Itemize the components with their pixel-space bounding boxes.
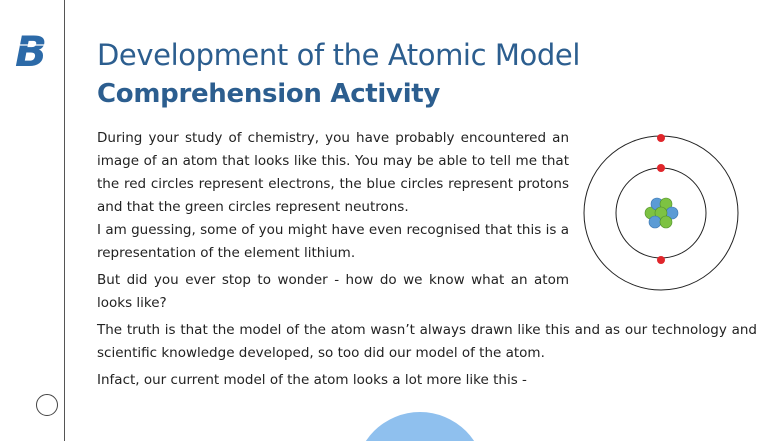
neutron	[660, 216, 672, 228]
side-divider	[64, 0, 65, 441]
paragraph-question: But did you ever stop to wonder - how do we know what an atom looks like?	[97, 272, 569, 311]
paragraph-intro: During your study of chemistry, you have probably encountered an image of an atom that looks like this. You may be able to tell me that the red circles represent electrons, the blue circles represent protons and that the green circles represent neutrons.	[97, 130, 569, 215]
partial-atom-image	[355, 412, 485, 441]
electron-inner-top	[657, 164, 665, 172]
paragraph-current-model: Infact, our current model of the atom looks a lot more like this -	[97, 372, 527, 388]
lithium-atom-diagram	[580, 132, 742, 294]
logo-mark	[14, 28, 52, 72]
paragraph-history: The truth is that the model of the atom wasn’t always drawn like this and as our technology and scientific knowledge developed, so too did our model of the atom.	[97, 322, 757, 361]
atom-svg	[580, 132, 742, 294]
logo	[14, 28, 52, 72]
electron-inner-bottom	[657, 256, 665, 264]
electron-outer	[657, 134, 665, 142]
paragraph-lithium: I am guessing, some of you might have even recognised that this is a representation of the element lithium.	[97, 222, 569, 261]
nucleus	[645, 198, 678, 228]
logo-letter: B	[15, 28, 48, 72]
proton	[649, 216, 661, 228]
slide-nav-circle[interactable]	[36, 394, 58, 416]
page-title: Development of the Atomic Model	[97, 38, 581, 72]
page-subtitle: Comprehension Activity	[97, 79, 441, 109]
